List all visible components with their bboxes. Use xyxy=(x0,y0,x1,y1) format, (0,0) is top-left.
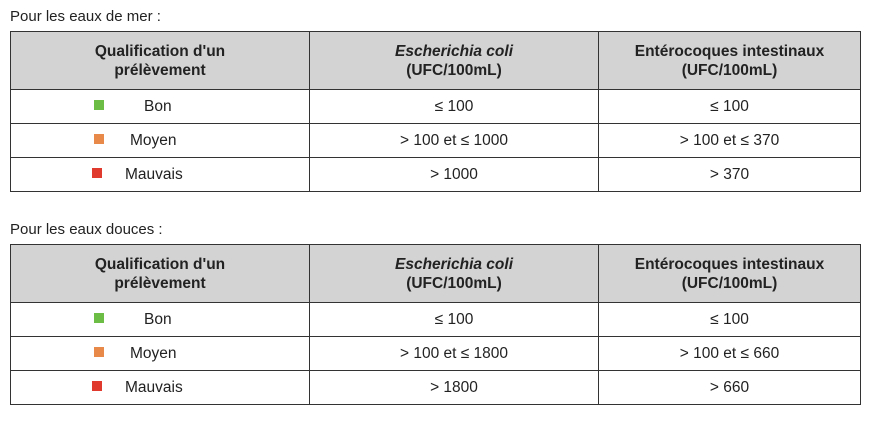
table-row xyxy=(11,337,861,371)
qualification-cell xyxy=(11,371,310,405)
enterococci-header: Entérocoques intestinaux (UFC/100mL) xyxy=(599,32,861,90)
green-square-icon xyxy=(94,100,104,110)
table-row xyxy=(11,158,861,192)
sea-water-table xyxy=(10,31,861,192)
qualification-cell xyxy=(11,303,310,337)
ecoli-cell: > 100 et ≤ 1000 xyxy=(310,124,599,158)
table-header-row xyxy=(11,32,861,90)
qualification-cell xyxy=(11,337,310,371)
enterococci-cell: > 100 et ≤ 660 xyxy=(599,337,861,371)
ecoli-cell: ≤ 100 xyxy=(310,303,599,337)
ecoli-cell: > 1800 xyxy=(310,371,599,405)
orange-square-icon xyxy=(94,134,104,144)
qualification-label: Bon xyxy=(144,310,172,328)
enterococci-cell: ≤ 100 xyxy=(599,90,861,124)
qualification-cell xyxy=(11,124,310,158)
qualification-cell xyxy=(11,158,310,192)
ecoli-cell: ≤ 100 xyxy=(310,90,599,124)
qualification-label: Bon xyxy=(144,97,172,115)
green-square-icon xyxy=(94,313,104,323)
table-row xyxy=(11,371,861,405)
fresh-water-caption: Pour les eaux douces : xyxy=(10,221,163,238)
table-row xyxy=(11,90,861,124)
qualification-label: Moyen xyxy=(130,344,177,362)
enterococci-cell: ≤ 100 xyxy=(599,303,861,337)
qualification-header: Qualification d'un prélèvement xyxy=(11,32,310,90)
qualification-header: Qualification d'un prélèvement xyxy=(11,245,310,303)
enterococci-cell: > 370 xyxy=(599,158,861,192)
table-header-row xyxy=(11,245,861,303)
orange-square-icon xyxy=(94,347,104,357)
ecoli-cell: > 1000 xyxy=(310,158,599,192)
qualification-cell xyxy=(11,90,310,124)
table-row xyxy=(11,124,861,158)
ecoli-header: Escherichia coli (UFC/100mL) xyxy=(310,32,599,90)
fresh-water-table xyxy=(10,244,861,405)
red-square-icon xyxy=(92,168,102,178)
red-square-icon xyxy=(92,381,102,391)
enterococci-cell: > 100 et ≤ 370 xyxy=(599,124,861,158)
qualification-label: Mauvais xyxy=(125,378,183,396)
qualification-label: Moyen xyxy=(130,131,177,149)
sea-water-caption: Pour les eaux de mer : xyxy=(10,8,161,25)
table-row xyxy=(11,303,861,337)
enterococci-cell: > 660 xyxy=(599,371,861,405)
qualification-label: Mauvais xyxy=(125,165,183,183)
ecoli-cell: > 100 et ≤ 1800 xyxy=(310,337,599,371)
enterococci-header: Entérocoques intestinaux (UFC/100mL) xyxy=(599,245,861,303)
ecoli-header: Escherichia coli (UFC/100mL) xyxy=(310,245,599,303)
